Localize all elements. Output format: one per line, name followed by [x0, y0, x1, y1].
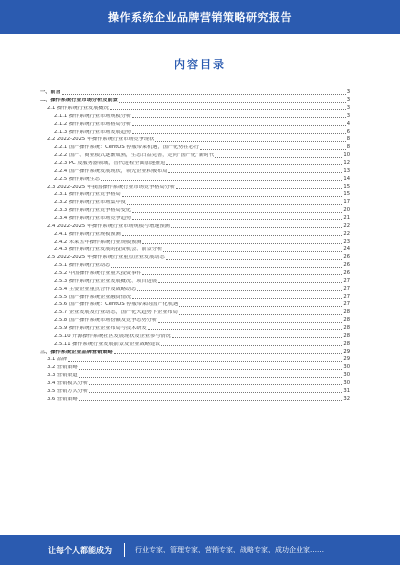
report-header — [0, 0, 400, 34]
toc-entry-title: 2.3.2 操作系统行业市场集中度 — [54, 200, 126, 206]
toc-page-number: 13 — [343, 167, 350, 174]
toc-page-number: 3 — [346, 89, 350, 96]
toc-leader-dots — [179, 306, 342, 307]
toc-entry-title: 3.1 品牌 — [47, 357, 68, 363]
toc-entry-title: 2.2.5 操作系统生态 — [54, 176, 100, 182]
toc-entry-title: 2.2.4 国产操作系统发展现状，领先企业积极布局 — [54, 168, 168, 174]
toc-entry[interactable] — [40, 269, 350, 277]
toc-entry-title: 3.5 营销方式分析 — [47, 388, 89, 394]
toc-leader-dots — [119, 102, 346, 103]
toc-entry-title: 2.2.3 PC 及服务器领域，替代进程全面加速推进 — [54, 161, 166, 166]
toc-leader-dots — [148, 329, 343, 330]
toc-page-number: 23 — [343, 238, 350, 245]
toc-entry[interactable] — [40, 363, 350, 371]
toc-entry[interactable] — [40, 237, 350, 245]
toc-entry[interactable] — [40, 324, 350, 332]
toc-leader-dots — [142, 243, 342, 244]
toc-entry-title: 2.1.3 操作系统行业市场发展趋势 — [54, 129, 132, 135]
toc-entry[interactable] — [40, 135, 350, 143]
toc-leader-dots — [215, 157, 342, 158]
toc-page-number: 17 — [343, 199, 350, 206]
toc-entry[interactable] — [40, 340, 350, 348]
toc-page-number: 27 — [343, 277, 350, 284]
toc-page-number: 3 — [346, 104, 350, 111]
toc-leader-dots — [132, 117, 346, 118]
toc-entry[interactable] — [40, 355, 350, 363]
toc-entry-title: 2.4.3 操作系统行业发展的投资机会、前景分析 — [54, 247, 163, 253]
toc-page-number: 29 — [343, 348, 350, 355]
toc-entry[interactable] — [40, 143, 350, 151]
toc-leader-dots — [89, 384, 342, 385]
toc-leader-dots — [176, 188, 342, 189]
toc-entry-title: 2.2.2 国产、商业模式逐渐成熟，生态日益完善，走向“国产化”新时代 — [54, 153, 215, 159]
toc-entry[interactable] — [40, 387, 350, 395]
toc-page-number: 30 — [343, 364, 350, 371]
toc-entry[interactable] — [40, 379, 350, 387]
toc-entry-title: 2.3 2022-2025 年我国操作系统行业市场竞争格局分析 — [47, 184, 176, 190]
toc-entry-title: 2.1.1 操作系统行业市场规模分析 — [54, 113, 132, 119]
toc-page-number: 15 — [343, 183, 350, 190]
toc-page-number: 28 — [343, 340, 350, 347]
toc-entry[interactable] — [40, 151, 350, 159]
toc-page-number: 29 — [343, 356, 350, 363]
toc-page-number: 28 — [343, 309, 350, 316]
report-footer — [0, 535, 400, 565]
toc-entry-title: 2.4.1 操作系统行业规模预测 — [54, 231, 121, 237]
toc-entry[interactable] — [40, 292, 350, 300]
toc-entry[interactable] — [40, 261, 350, 269]
toc-entry[interactable] — [40, 395, 350, 403]
toc-page-number: 24 — [343, 246, 350, 253]
toc-leader-dots — [158, 322, 342, 323]
toc-entry-title: 三、操作系统企业品牌营销策略 — [40, 349, 113, 355]
toc-entry[interactable] — [40, 190, 350, 198]
toc-page-number: 27 — [343, 285, 350, 292]
toc-page-number: 20 — [343, 207, 350, 214]
footer-slogan: 让每个人都能成为 — [48, 545, 112, 555]
toc-entry[interactable] — [40, 332, 350, 340]
toc-page-number: 4 — [346, 120, 350, 127]
toc-entry[interactable] — [40, 127, 350, 135]
toc-entry[interactable] — [40, 159, 350, 167]
toc-entry[interactable] — [40, 119, 350, 127]
toc-leader-dots — [155, 141, 345, 142]
toc-page-number: 22 — [343, 222, 350, 229]
toc-entry-title: 3.2 营销策略 — [47, 365, 78, 371]
toc-leader-dots — [163, 251, 342, 252]
toc-entry-title: 2.5.4 主要企业重点合作及战略动态 — [54, 286, 137, 292]
toc-leader-dots — [122, 235, 343, 236]
toc-entry-title: 2.5.10 开源操作系统社区发展现状及企业参与情况 — [54, 333, 171, 339]
toc-page-number: 12 — [343, 160, 350, 166]
toc-leader-dots — [68, 361, 342, 362]
toc-entry-title: 2.1 操作系统行业发展概况 — [47, 105, 109, 111]
toc-leader-dots — [132, 133, 346, 134]
toc-entry-title: 2.2.1 国产操作系统：CentOS 停服带来机遇，国产化势在必行 — [54, 145, 199, 151]
toc-page-number: 26 — [343, 254, 350, 261]
toc-entry[interactable] — [40, 214, 350, 222]
toc-leader-dots — [158, 282, 342, 283]
toc-leader-dots — [89, 392, 342, 393]
toc-leader-dots — [172, 337, 343, 338]
toc-entry-title: 2.3.3 操作系统行业竞争格局变化 — [54, 208, 132, 214]
toc-leader-dots — [142, 274, 342, 275]
toc-entry-title: 二、操作系统行业市场分析及前景 — [40, 98, 118, 104]
toc-entry[interactable] — [40, 182, 350, 190]
toc-leader-dots — [132, 125, 346, 126]
toc-leader-dots — [132, 212, 342, 213]
toc-page-number: 14 — [343, 175, 350, 182]
toc-entry-title: 2.5.6 国产操作系统：CentOS 停服带来的国产化机遇 — [54, 302, 179, 308]
toc-page-number: 32 — [343, 395, 350, 402]
toc-entry[interactable] — [40, 253, 350, 261]
toc-leader-dots — [168, 172, 342, 173]
toc-leader-dots — [79, 400, 343, 401]
toc-entry[interactable] — [40, 300, 350, 308]
toc-leader-dots — [166, 259, 343, 260]
toc-leader-dots — [171, 227, 343, 228]
toc-entry-title: 2.5.5 国产操作系统企业融资情况 — [54, 294, 132, 300]
toc-entry-title: 2.3.1 操作系统行业竞争格局 — [54, 192, 121, 198]
toc-page-number: 28 — [343, 332, 350, 339]
toc-entry-title: 2.1.2 操作系统行业市场格局分析 — [54, 121, 132, 127]
toc-leader-dots — [137, 290, 342, 291]
toc-leader-dots — [200, 149, 346, 150]
toc-page-number: 8 — [346, 136, 350, 143]
toc-entry-title: 2.4 2022-2025 年操作系统行业市场规模与增速预测 — [47, 223, 170, 229]
toc-entry-title: 2.5.9 操作系统行业企业布局与技术研发 — [54, 326, 147, 332]
toc-entry-title: 2.2 2022-2025 年操作系统行业市场竞争现状 — [47, 137, 155, 143]
toc-leader-dots — [132, 219, 342, 220]
toc-entry-title: 2.5.11 操作系统行业发展前景及企业战略建议 — [54, 341, 161, 347]
toc-page-number: 27 — [343, 293, 350, 300]
table-of-contents — [40, 88, 350, 402]
toc-entry-title: 3.6 营销策略 — [47, 396, 78, 402]
toc-page-number: 6 — [346, 128, 350, 135]
toc-leader-dots — [114, 353, 343, 354]
toc-entry[interactable] — [40, 371, 350, 379]
toc-leader-dots — [179, 314, 343, 315]
toc-leader-dots — [79, 369, 343, 370]
toc-leader-dots — [110, 109, 346, 110]
toc-entry[interactable] — [40, 88, 350, 96]
toc-page-number: 3 — [346, 112, 350, 119]
toc-page-number: 10 — [343, 152, 350, 159]
toc-entry[interactable] — [40, 174, 350, 182]
toc-leader-dots — [79, 377, 343, 378]
footer-divider — [124, 543, 125, 557]
toc-entry[interactable] — [40, 112, 350, 120]
toc-page-number: 27 — [343, 301, 350, 308]
toc-entry-title: 2.5.1 操作系统行业动态 — [54, 263, 111, 269]
toc-leader-dots — [101, 180, 342, 181]
toc-page-number: 30 — [343, 372, 350, 379]
toc-entry[interactable] — [40, 347, 350, 355]
toc-entry-title: 2.5.2 中国操作系统行业重大投资事件 — [54, 271, 142, 277]
toc-page-number: 28 — [343, 325, 350, 332]
toc-entry[interactable] — [40, 229, 350, 237]
toc-entry-title: 2.5.7 企业发展及行业动态，国产化大趋势下企业布局 — [54, 310, 178, 316]
toc-entry-title: 2.5 2022-2025 年操作系统行业重点企业发展动态 — [47, 255, 165, 261]
toc-page-number: 15 — [343, 191, 350, 198]
toc-entry-title: 2.5.8 国产操作系统市场份额及竞争态势分析 — [54, 318, 158, 324]
toc-page-number: 31 — [343, 387, 350, 394]
toc-entry-title: 2.3.4 操作系统行业市场竞争趋势 — [54, 216, 132, 222]
toc-heading: 内容目录 — [174, 58, 226, 71]
toc-leader-dots — [166, 164, 342, 165]
toc-entry[interactable] — [40, 308, 350, 316]
toc-entry-title: 2.4.2 未来五年操作系统行业规模预测 — [54, 239, 142, 245]
toc-page-number: 8 — [346, 144, 350, 151]
toc-entry[interactable] — [40, 198, 350, 206]
toc-page-number: 26 — [343, 262, 350, 269]
toc-leader-dots — [127, 204, 342, 205]
toc-entry[interactable] — [40, 222, 350, 230]
toc-leader-dots — [62, 94, 346, 95]
toc-entry-title: 2.5.3 操作系统行业企业发展概况、项目进展 — [54, 278, 158, 284]
toc-leader-dots — [111, 267, 342, 268]
toc-entry[interactable] — [40, 277, 350, 285]
toc-entry[interactable] — [40, 316, 350, 324]
toc-page-number: 28 — [343, 317, 350, 324]
toc-entry-title: 3.3 营销渠道 — [47, 373, 78, 379]
toc-page-number: 21 — [343, 215, 350, 222]
footer-tagline: 行业专家、管理专家、营销专家、战略专家、成功企业家…… — [135, 546, 324, 554]
toc-entry[interactable] — [40, 104, 350, 112]
toc-page-number: 22 — [343, 230, 350, 237]
toc-entry-title: 3.4 营销模式分析 — [47, 381, 89, 387]
toc-entry[interactable] — [40, 167, 350, 175]
toc-entry[interactable] — [40, 206, 350, 214]
toc-entry[interactable] — [40, 284, 350, 292]
toc-entry[interactable] — [40, 96, 350, 104]
toc-entry-title: 一、前言 — [40, 90, 61, 96]
toc-leader-dots — [161, 345, 342, 346]
toc-leader-dots — [132, 298, 342, 299]
toc-page-number: 26 — [343, 270, 350, 277]
toc-page-number: 3 — [346, 97, 350, 104]
report-title: 操作系统企业品牌营销策略研究报告 — [108, 11, 292, 24]
toc-entry[interactable] — [40, 245, 350, 253]
toc-page-number: 30 — [343, 380, 350, 387]
toc-leader-dots — [122, 196, 343, 197]
